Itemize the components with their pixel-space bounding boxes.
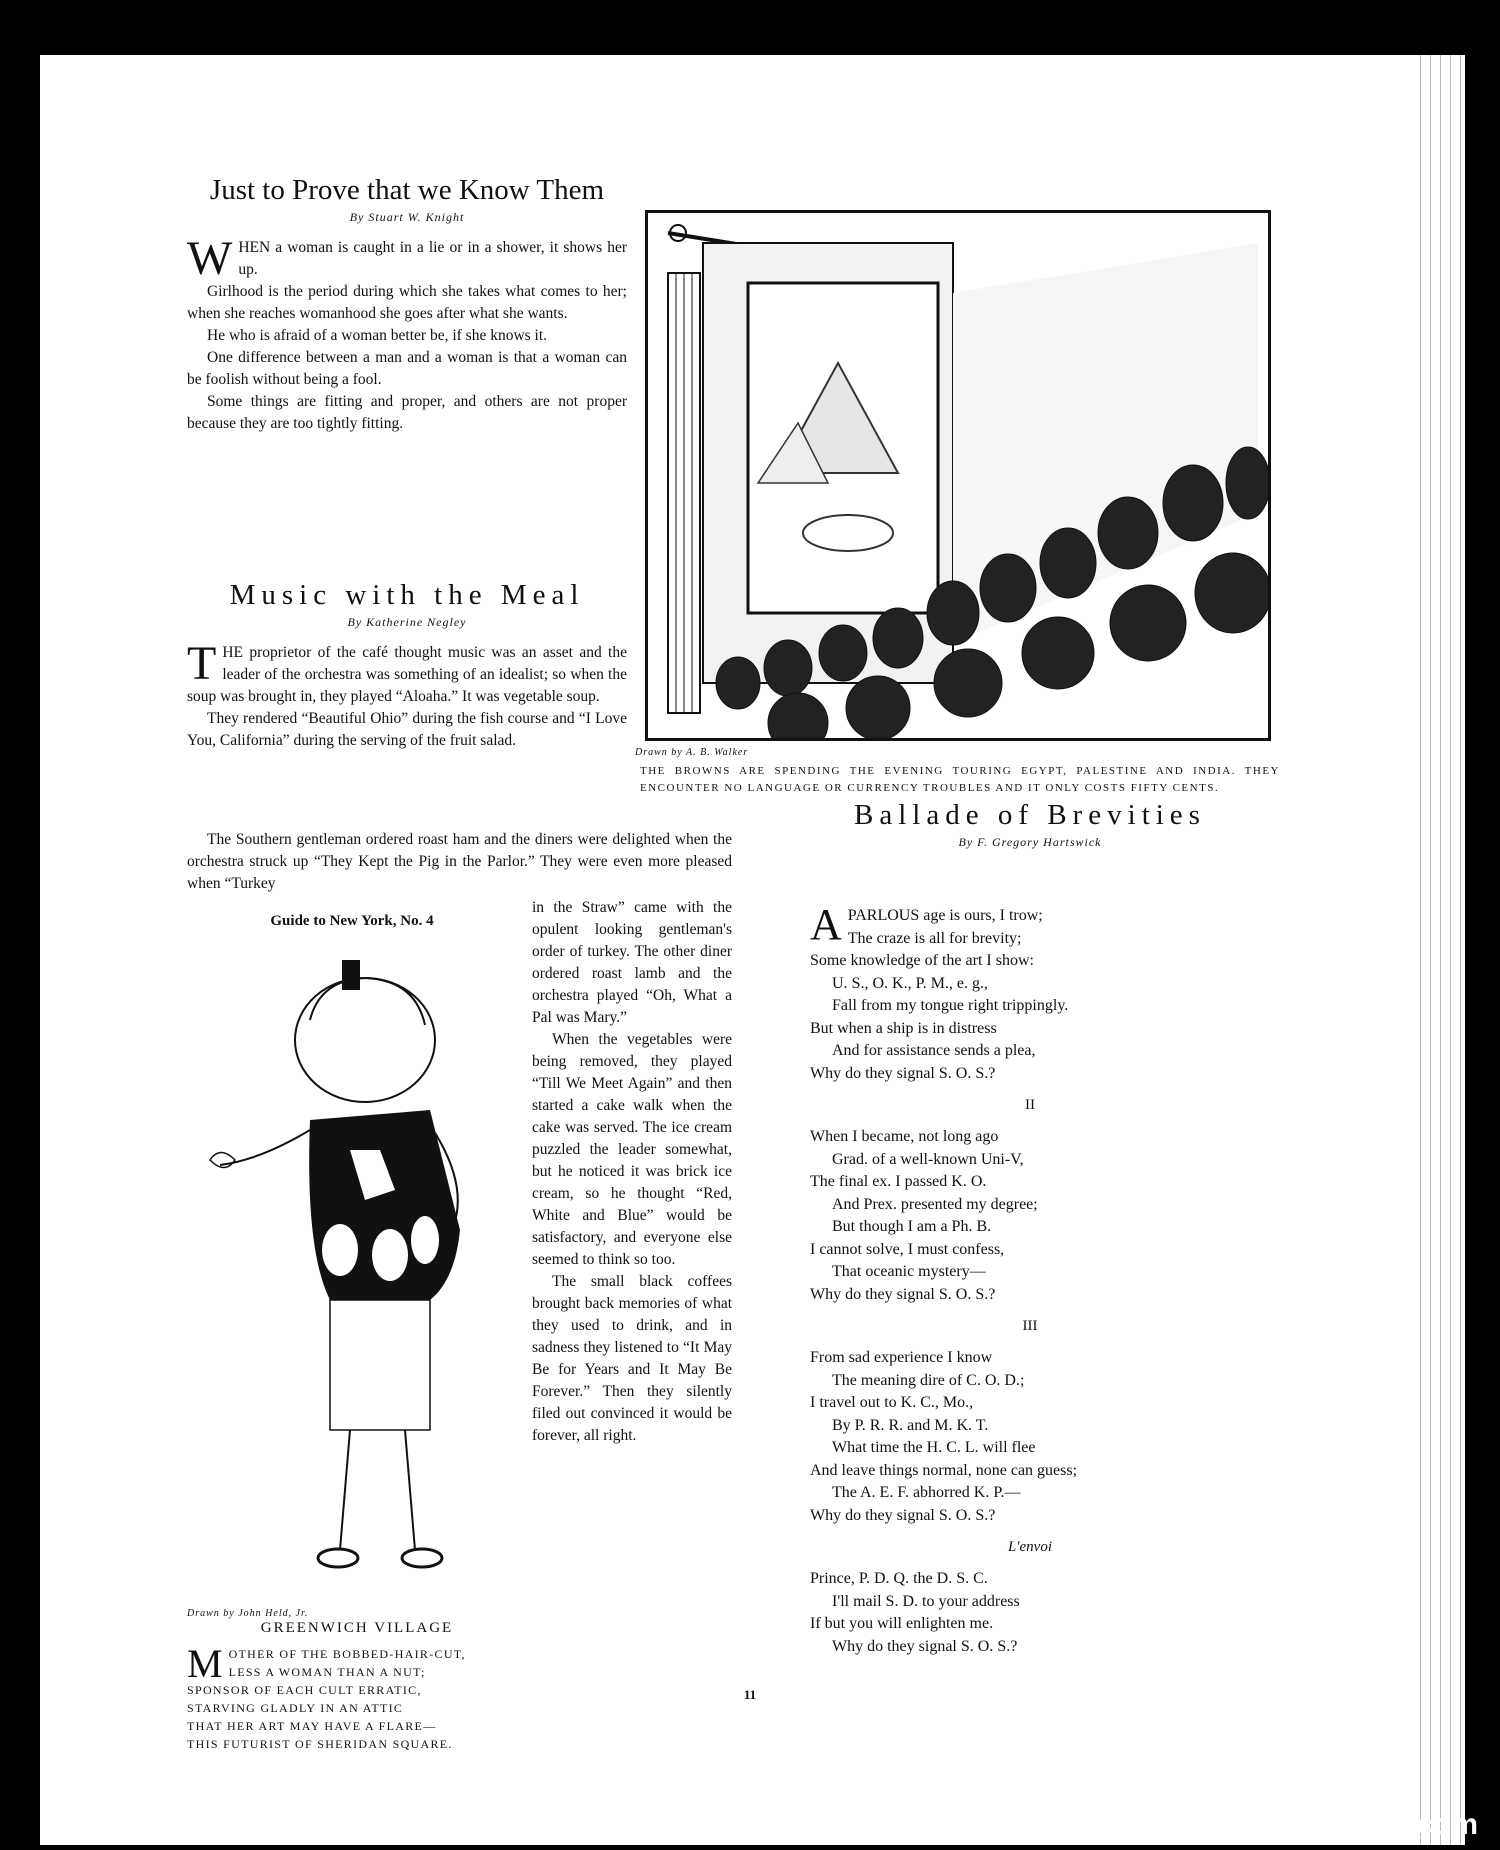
envoi-title: L'envoi <box>1007 1539 1053 1555</box>
paragraph: Girlhood is the period during which she takes what comes to her; when she reaches womanhood she goes after what she wants. <box>187 283 627 322</box>
poem-line: I'll mail S. D. to your address <box>832 1592 1020 1610</box>
poem-line: Why do they signal S. O. S.? <box>810 1285 996 1303</box>
artist-credit: Drawn by John Held, Jr. <box>187 1608 309 1619</box>
poem-line: The A. E. F. abhorred K. P.— <box>832 1484 1021 1501</box>
poem-byline: By F. Gregory Hartswick <box>958 835 1102 849</box>
poem-line: That oceanic mystery— <box>832 1263 986 1280</box>
paragraph: When the vegetables were being removed, they played “Till We Meet Again” and then started a cake walk when the cake was served. The ice cream puzzled the leader somewhat, but he noticed it was brick ice cream, so he thought “Red, White and Blue” would be satisfactory, and everyone else seemed to think so too. <box>532 1031 732 1268</box>
guide-heading: Guide to New York, No. 4 <box>270 913 434 929</box>
paragraph: He who is afraid of a woman better be, if she knows it. <box>207 327 548 344</box>
paragraph: One difference between a man and a woman is that a woman can be foolish without being a fool. <box>187 349 627 388</box>
poem-line: Some knowledge of the art I show: <box>810 952 1034 969</box>
magazine-page <box>40 55 1465 1845</box>
poem-line: I travel out to K. C., Mo., <box>810 1394 974 1411</box>
poem-title: Ballade of Brevities <box>854 799 1206 831</box>
greenwich-village-illustration <box>190 950 520 1590</box>
caption-text: THE BROWNS ARE SPENDING THE EVENING TOURING EGYPT, PALESTINE AND INDIA. THEY ENCOUNTER NO LANGUAGE OR CURRENCY TROUBLES AND IT ONLY COSTS FIFTY CENTS. <box>640 765 1280 794</box>
poem-line: I cannot solve, I must confess, <box>810 1240 1005 1258</box>
page-number-text: 11 <box>743 1687 757 1702</box>
article-body <box>187 637 627 752</box>
paragraph: in the Straw” came with the opulent looking gentleman's order of turkey. The other diner ordered roast lamb and the orchestra played “Oh, What a Pal was Mary.” <box>532 899 732 1026</box>
verse-line: OTHER OF THE BOBBED-HAIR-CUT, <box>228 1647 466 1661</box>
poem-line: Why do they signal S. O. S.? <box>810 1506 996 1524</box>
verse-line: THIS FUTURIST OF SHERIDAN SQUARE. <box>187 1737 453 1751</box>
poem-line: And Prex. presented my degree; <box>832 1195 1038 1213</box>
guide-heading-block <box>187 913 517 930</box>
guide-credit <box>187 1603 517 1621</box>
guide-title: GREENWICH VILLAGE <box>260 1620 454 1636</box>
stanza-number: III <box>1022 1318 1038 1334</box>
poem-line: What time the H. C. L. will flee <box>832 1439 1036 1456</box>
article-just-to-prove <box>187 175 627 435</box>
paragraph: HEN a woman is caught in a lie or in a shower, it shows her up. <box>238 239 627 278</box>
site-watermark: comicbooks.com <box>1232 1808 1478 1841</box>
drop-cap: T <box>187 637 217 690</box>
paragraph: They rendered “Beautiful Ohio” during the fish course and “I Love You, California” during the serving of the fruit salad. <box>187 710 627 749</box>
poem-line: Prince, P. D. Q. the D. S. C. <box>810 1570 988 1587</box>
poem-line: But though I am a Ph. B. <box>832 1218 992 1235</box>
poem-line: From sad experience I know <box>810 1349 993 1366</box>
stanza-3 <box>810 1347 1250 1527</box>
drop-cap: A <box>810 900 842 949</box>
paragraph: The small black coffees brought back memories of what they used to drink, and in sadness they listened to “It May Be for Years and It May Be Forever.” Then they silently filed out convinced it would be forever, all right. <box>532 1273 732 1444</box>
theatre-cartoon <box>645 210 1271 741</box>
ballade-of-brevities <box>810 800 1250 1658</box>
poem-line: The craze is all for brevity; <box>847 929 1022 947</box>
drop-cap: M <box>187 1641 223 1686</box>
poem-line: Fall from my tongue right trippingly. <box>832 997 1069 1014</box>
poem-line: By P. R. R. and M. K. T. <box>832 1416 989 1434</box>
article-music-with-the-meal <box>187 580 627 752</box>
theatre-illustration <box>648 213 1268 738</box>
stanza-2 <box>810 1126 1250 1306</box>
verse-line: LESS A WOMAN THAN A NUT; <box>228 1665 426 1679</box>
poem-line: And for assistance sends a plea, <box>832 1042 1036 1059</box>
poem-line: U. S., O. K., P. M., e. g., <box>832 974 989 992</box>
paragraph: The Southern gentleman ordered roast ham and the diners were delighted when the orchestra struck up “They Kept the Pig in the Parlor.” They were even more pleased when “Turkey <box>187 831 732 892</box>
article-byline: By Stuart W. Knight <box>349 210 465 224</box>
article-body-narrow-column <box>532 897 732 1447</box>
stanza-1 <box>810 900 1250 1085</box>
poem-line: If but you will enlighten me. <box>810 1615 994 1632</box>
page-number <box>720 1687 780 1703</box>
poem-line: Grad. of a well-known Uni-V, <box>832 1150 1024 1168</box>
poem-line: But when a ship is in distress <box>810 1019 997 1037</box>
verse-line: THAT HER ART MAY HAVE A FLARE— <box>187 1719 437 1733</box>
stanza-number: II <box>1025 1097 1035 1113</box>
artist-credit: Drawn by A. B. Walker <box>635 747 749 758</box>
verse-line: SPONSOR OF EACH CULT ERRATIC, <box>187 1683 422 1697</box>
guide-verse <box>187 1620 527 1753</box>
verse-line: STARVING GLADLY IN AN ATTIC <box>187 1701 404 1715</box>
article-body <box>187 232 627 435</box>
poem-line: When I became, not long ago <box>810 1128 999 1145</box>
article-byline: By Katherine Negley <box>347 615 467 629</box>
poem-line: Why do they signal S. O. S.? <box>832 1637 1018 1655</box>
poem-line: And leave things normal, none can guess; <box>810 1461 1078 1479</box>
article-title: Just to Prove that we Know Them <box>209 174 605 206</box>
paragraph: HE proprietor of the café thought music was an asset and the leader of the orchestra was something of an idealist; so when the soup was brought in, they played “Aloaha.” It was vegetable soup. <box>187 644 627 705</box>
drop-cap: W <box>187 232 233 285</box>
article-body-wide <box>187 829 732 895</box>
envoi-stanza <box>810 1568 1250 1658</box>
poem-line: The meaning dire of C. O. D.; <box>832 1371 1025 1389</box>
poem-line: Why do they signal S. O. S.? <box>810 1064 996 1082</box>
poem-line: The final ex. I passed K. O. <box>810 1173 987 1190</box>
poem-line: PARLOUS age is ours, I trow; <box>847 907 1043 924</box>
book-edge <box>1415 55 1465 1845</box>
paragraph: Some things are fitting and proper, and others are not proper because they are too tightly fitting. <box>187 393 627 432</box>
theatre-cartoon-credit <box>635 742 935 760</box>
article-title: Music with the Meal <box>229 579 585 611</box>
theatre-cartoon-caption <box>640 763 1280 797</box>
